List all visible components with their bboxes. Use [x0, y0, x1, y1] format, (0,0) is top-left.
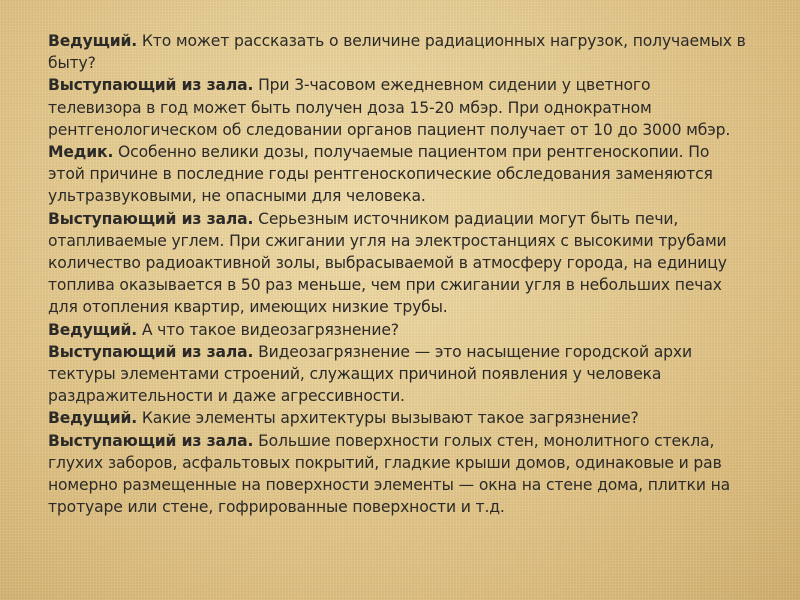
speaker-name: Ведущий. — [48, 32, 138, 50]
speech-text: Какие элементы архитектуры вызывают такое загрязнение? — [137, 409, 639, 428]
speech-text: А что такое видеозагрязнение? — [137, 320, 399, 339]
dialogue-text — [48, 30, 748, 518]
dialogue-paragraph — [48, 30, 748, 74]
dialogue-paragraph — [48, 141, 748, 208]
speech-text: При 3-часовом ежедневном сидении у цветного телевизора в год может быть получен доза 15-20 мбэр. При однократном рентгенологическом об следовании органов пациент получает от 10 до 3000 мбэр. — [48, 76, 731, 139]
dialogue-paragraph — [48, 74, 748, 141]
speaker-name: Выступающий из зала. — [48, 209, 254, 228]
speaker-name: Выступающий из зала. — [48, 76, 254, 95]
speech-text: Кто может рассказать о величине радиационных нагрузок, получаемых в быту? — [48, 32, 746, 73]
dialogue-paragraph — [48, 430, 748, 519]
speaker-name: Ведущий. — [48, 320, 138, 339]
dialogue-paragraph — [48, 208, 748, 319]
speaker-name: Ведущий. — [48, 409, 138, 428]
dialogue-paragraph — [48, 407, 748, 429]
speaker-name: Выступающий из зала. — [48, 431, 254, 450]
dialogue-paragraph — [48, 341, 748, 408]
speaker-name: Медик. — [48, 143, 114, 162]
speaker-name: Выступающий из зала. — [48, 342, 254, 361]
speech-text: Видеозагрязнение — это насыщение городской архи тектуры элементами строений, служащих причиной появления у человека раздражительности и даже агрессивности. — [48, 342, 692, 406]
speech-text: Серьезным источником радиации могут быть печи, отапливаемые углем. При сжигании угля на электростанциях с высокими трубами количество радиоактивной золы, выбрасываемой в атмосферу города, на единицу топлива оказывается в 50 раз меньше, чем при сжигании угля в небольших печах для отопления квартир, имеющих низкие трубы. — [48, 209, 727, 317]
speech-text: Большие поверхности голых стен, монолитного стекла, глухих заборов, асфальтовых покрытий, гладкие крыши домов, одинаковые и рав номерно размещенные на поверхности элементы — окна на стене дома, плитки на тротуаре или стене, гофрированные поверхности и т.д. — [48, 431, 731, 517]
dialogue-paragraph — [48, 319, 748, 341]
speech-text: Особенно велики дозы, получаемые пациентом при рентгеноскопии. По этой причине в последние годы рентгеноскопические обследования заменяются ультразвуковыми, не опасными для человека. — [48, 143, 713, 206]
